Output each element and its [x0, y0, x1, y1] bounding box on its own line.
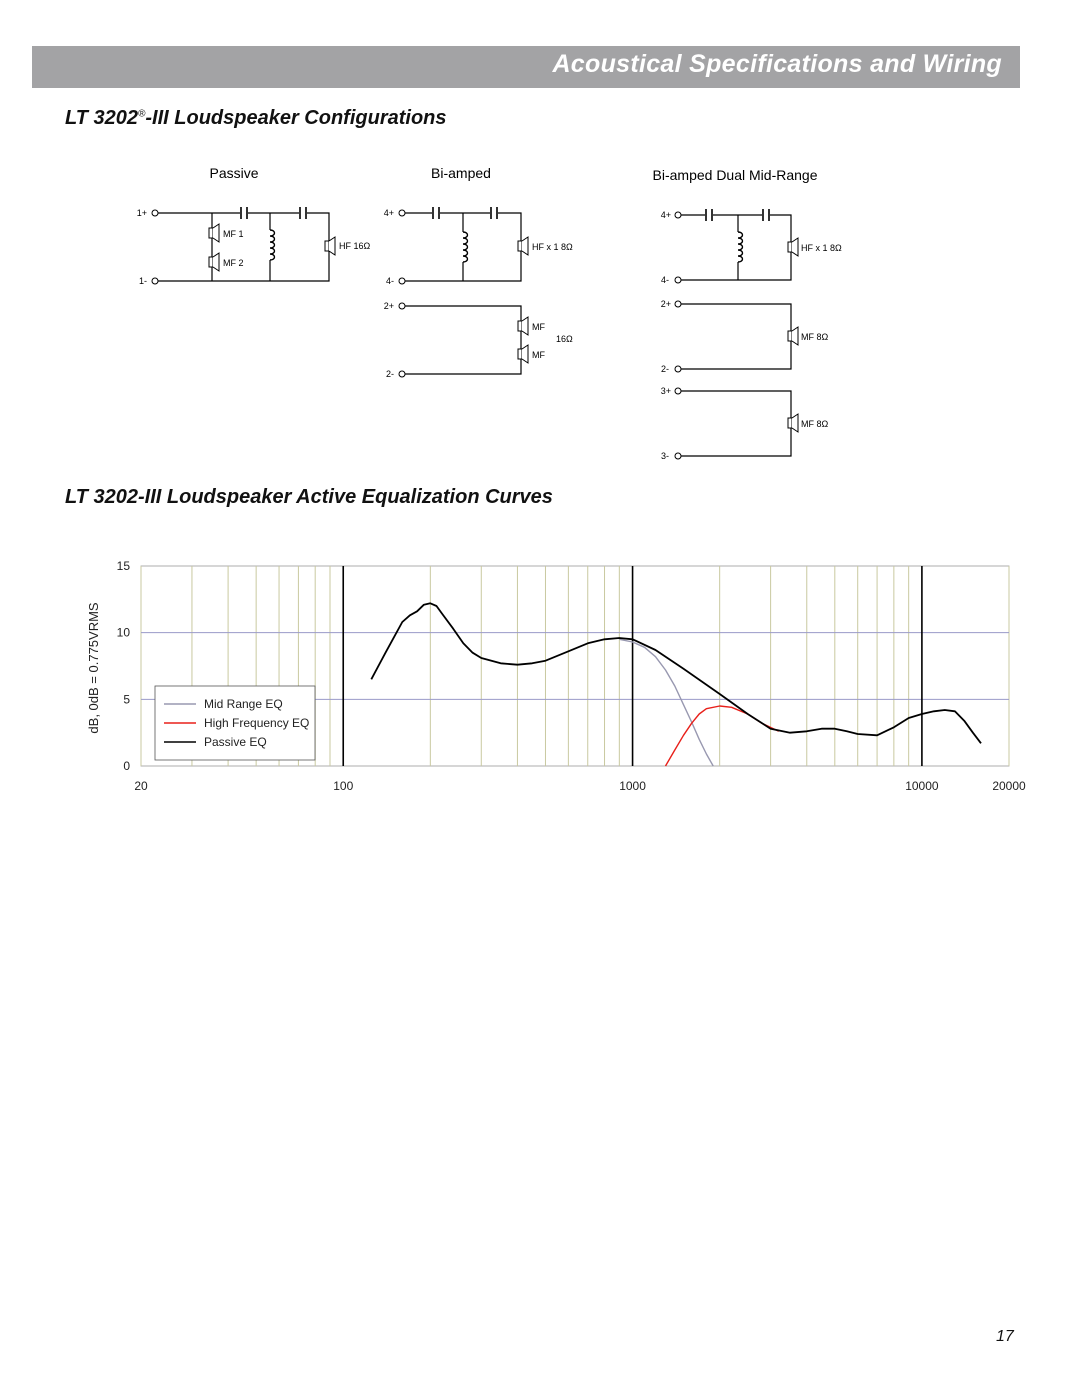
x-tick-label: 20000 [992, 779, 1026, 793]
y-tick-label: 15 [116, 559, 130, 573]
term-1plus: 1+ [136, 208, 147, 218]
section-title: Acoustical Specifications and Wiring [552, 50, 1002, 78]
term-2minus: 2- [660, 364, 669, 374]
term-2minus: 2- [385, 369, 394, 379]
page-number: 17 [996, 1328, 1014, 1345]
y-tick-label: 0 [123, 759, 130, 773]
mf2-label: MF 2 [223, 258, 244, 268]
heading-tail: -III Loudspeaker Configurations [145, 107, 447, 129]
term-4minus: 4- [385, 276, 394, 286]
y-tick-label: 5 [123, 692, 130, 707]
x-tick-label: 100 [333, 779, 354, 793]
mf-label: MF 8Ω [801, 332, 829, 342]
y-tick-label: 10 [116, 625, 130, 640]
dual-title: Bi-amped Dual Mid-Range [652, 167, 818, 183]
eq-heading: LT 3202-III Loudspeaker Active Equalization Curves [65, 486, 553, 508]
term-3minus: 3- [660, 451, 669, 461]
term-2plus: 2+ [383, 301, 394, 311]
legend-label: Passive EQ [204, 735, 267, 749]
term-4plus: 4+ [660, 210, 671, 220]
x-tick-label: 1000 [619, 779, 646, 793]
x-tick-label: 20 [134, 779, 148, 793]
term-4minus: 4- [660, 275, 669, 285]
term-4plus: 4+ [383, 208, 394, 218]
heading-model: LT 3202 [65, 107, 138, 129]
term-3plus: 3+ [660, 386, 671, 396]
hf-label: HF x 1 8Ω [801, 243, 842, 253]
legend-label: High Frequency EQ [204, 716, 310, 730]
legend [155, 686, 315, 760]
mf-impedance-label: 16Ω [556, 334, 573, 344]
mf-label: MF 8Ω [801, 419, 829, 429]
x-tick-label: 10000 [905, 779, 939, 793]
x-tick-labels [134, 779, 1026, 793]
biamped-title: Bi-amped [431, 165, 491, 181]
hf-label: HF x 1 8Ω [532, 242, 573, 252]
passive-title: Passive [209, 165, 259, 181]
legend-label: Mid Range EQ [204, 697, 283, 711]
hf-label: HF 16Ω [339, 241, 371, 251]
y-tick-labels [117, 559, 131, 773]
term-2plus: 2+ [660, 299, 671, 309]
term-1minus: 1- [138, 276, 147, 286]
y-axis-label: dB, 0dB = 0.775VRMS [86, 602, 101, 734]
mf-label: MF [532, 350, 545, 360]
registered-mark: ® [138, 108, 146, 120]
mf1-label: MF 1 [223, 229, 244, 239]
mf-label: MF [532, 322, 545, 332]
